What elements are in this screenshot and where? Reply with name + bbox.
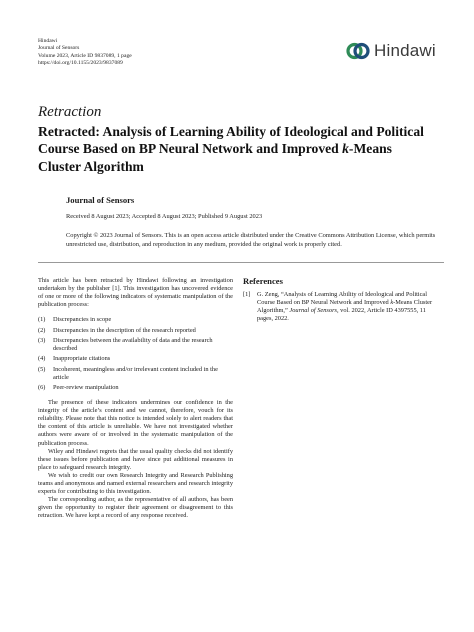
indicator-item [38, 384, 233, 392]
logo-text: Hindawi [374, 41, 436, 60]
indicator-number: (1) [38, 316, 46, 324]
indicator-number: (3) [38, 336, 46, 344]
indicator-text: Peer-review manipulation [53, 383, 119, 391]
intro-paragraph: This article has been retracted by Hindawi following an investigation undertaken by the publisher [1]. This investigation has uncovered evidence of one or more of the following indicators of systematic manipulation of the publication process: [38, 277, 233, 309]
indicator-number: (2) [38, 326, 46, 334]
body-paragraph-3: We wish to credit our own Research Integrity and Research Publishing teams and anonymous and named external researchers and research integrity experts for contributing to this investigation. [38, 471, 233, 496]
copyright-notice: Copyright © 2023 Journal of Sensors. This is an open access article distributed under the Creative Commons Attribution License, which permits unrestricted use, distribution, and reproduction in any medium, provided the original work is properly cited. [66, 232, 436, 248]
body-paragraph-2: Wiley and Hindawi regrets that the usual quality checks did not identify these issues before publication and have since put additional measures in place to safeguard research integrity. [38, 447, 233, 471]
indicator-text: Discrepancies in the description of the research reported [53, 326, 196, 334]
reference-text-b: -Means Cluster Algorithm,” [257, 299, 433, 315]
section-divider [38, 262, 444, 263]
article-dates: Received 8 August 2023; Accepted 8 August 2023; Published 9 August 2023 [66, 213, 263, 220]
body-paragraph-1: The presence of these indicators undermines our confidence in the integrity of the article’s content and we cannot, therefore, vouch for its reliability. Please note that this notice is intended solely to alert readers that the content of this article is unreliable. We have not investigated whether authors were aware of or involved in the systematic manipulation of the publication process. [38, 399, 233, 447]
indicator-number: (4) [38, 355, 46, 363]
indicator-number: (6) [38, 383, 46, 391]
doi-link[interactable]: https://doi.org/10.1155/2023/9837089 [38, 60, 123, 67]
reference-text-c: , vol. 2022, Article ID 4397555, 11 pages, 2022. [257, 307, 426, 323]
indicator-item [38, 337, 233, 353]
indicator-number: (5) [38, 365, 46, 373]
article-meta [38, 38, 132, 68]
journal-name: Journal of Sensors [38, 45, 80, 52]
retraction-body [38, 277, 233, 520]
title-part-1: Retracted: Analysis of Learning Ability of Ideological and Political Course Based on BP Neural Network and Improved [38, 124, 424, 157]
reference-journal: Journal of Sensors [289, 307, 337, 315]
indicator-text: Incoherent, meaningless and/or irrelevant content included in the article [53, 365, 218, 381]
reference-item[interactable] [243, 291, 443, 323]
publisher-name: Hindawi [38, 38, 58, 44]
article-title [38, 123, 438, 175]
title-italic-k: k [342, 141, 349, 157]
title-part-2: -Means Cluster Algorithm [38, 141, 392, 174]
indicator-item [38, 366, 233, 382]
references-section [243, 277, 443, 323]
reference-text-a: G. Zeng, “Analysis of Learning Ability of Ideological and Political Course Based on BP Neural Network and Improved [257, 291, 428, 307]
hindawi-logo[interactable] [346, 40, 436, 62]
hindawi-logo-icon [346, 40, 370, 62]
reference-number: [1] [243, 291, 251, 299]
indicator-text: Discrepancies in scope [53, 316, 112, 324]
indicator-text: Discrepancies between the availability of data and the research described [53, 336, 213, 353]
body-paragraph-4: The corresponding author, as the representative of all authors, has been given the opportunity to register their agreement or disagreement to this retraction. We have kept a record of any response received. [38, 496, 233, 520]
indicator-item [38, 355, 233, 363]
indicator-text: Inappropriate citations [53, 355, 111, 363]
indicator-item [38, 327, 233, 335]
references-heading: References [243, 276, 283, 286]
indicator-list [38, 316, 233, 392]
reference-text [257, 291, 443, 323]
article-author: Journal of Sensors [66, 195, 135, 205]
reference-italic-k: k [390, 299, 394, 307]
volume-line: Volume 2023, Article ID 9837089, 1 page [38, 52, 132, 59]
article-type: Retraction [38, 104, 102, 120]
indicator-item [38, 316, 233, 324]
